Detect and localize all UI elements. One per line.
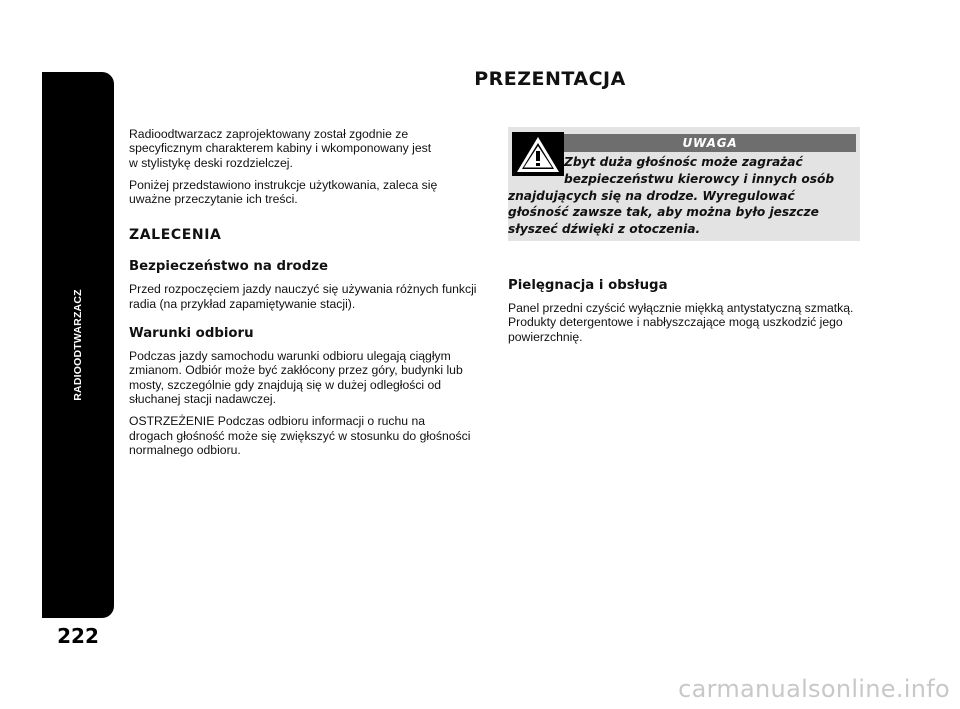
warning-line: Zbyt duża głośnośc może zagrażać: [564, 155, 803, 169]
page-number: 222: [57, 624, 99, 648]
intro-paragraph-2: [129, 178, 489, 207]
text-line: OSTRZEŻENIE Podczas odbioru informacji o ruchu na: [129, 414, 426, 429]
text-line: uważne przeczytanie ich treści.: [129, 192, 298, 207]
text-line: Poniżej przedstawiono instrukcje użytkowania, zaleca się: [129, 177, 438, 192]
side-chapter-label: RADIOODTWARZACZ: [72, 289, 84, 401]
warning-line: słyszeć dźwięki z otoczenia.: [508, 222, 701, 237]
text-line: radia (na przykład zapamiętywanie stacji).: [129, 296, 356, 311]
subheading-road-safety: Bezpieczeństwo na drodze: [129, 259, 328, 275]
care-paragraph: [508, 301, 860, 344]
left-column: [129, 127, 489, 457]
text-line: powierzchnię.: [508, 329, 583, 344]
subheading-reception: Warunki odbioru: [129, 326, 254, 342]
warning-line: głośność zawsze tak, aby można było jeszcze: [508, 205, 819, 220]
text-line: mosty, szczególnie gdy znajdują się w dużej odległości od: [129, 377, 442, 392]
section-heading-zalecenia: ZALECENIA: [129, 227, 222, 244]
text-line: Panel przedni czyścić wyłącznie miękką antystatyczną szmatką.: [508, 301, 854, 315]
watermark: carmanualsonline.info: [678, 675, 950, 703]
text-line: w stylistykę deski rozdzielczej.: [129, 155, 293, 170]
page-title: PREZENTACJA: [474, 68, 626, 90]
warning-heading: UWAGA: [564, 134, 856, 152]
warning-text: [508, 154, 860, 238]
text-line: Radioodtwarzacz zaprojektowany został zgodnie ze: [129, 127, 409, 141]
text-line: normalnego odbioru.: [129, 442, 241, 457]
text-line: słuchanej stacji nadawczej.: [129, 391, 277, 406]
reception-paragraph-2: [129, 414, 489, 457]
subheading-care: Pielęgnacja i obsługa: [508, 278, 668, 293]
warning-box: [508, 127, 860, 241]
road-safety-paragraph: [129, 282, 489, 311]
warning-line: znajdujących się na drodze. Wyregulować: [508, 188, 795, 203]
reception-paragraph-1: [129, 349, 489, 406]
text-line: drogach głośność może się zwiększyć w stosunku do głośności: [129, 428, 471, 443]
warning-line: bezpieczeństwu kierowcy i innych osób: [564, 171, 835, 186]
text-line: Przed rozpoczęciem jazdy nauczyć się używania różnych funkcji: [129, 282, 477, 297]
right-column: [508, 127, 860, 344]
text-line: Podczas jazdy samochodu warunki odbioru ulegają ciągłym: [129, 349, 451, 364]
intro-paragraph-1: [129, 127, 489, 170]
text-line: zmianom. Odbiór może być zakłócony przez góry, budynki lub: [129, 363, 463, 378]
text-line: Produkty detergentowe i nabłyszczające mogą uszkodzić jego: [508, 315, 843, 330]
text-line: specyficznym charakterem kabiny i wkomponowany jest: [129, 141, 432, 156]
